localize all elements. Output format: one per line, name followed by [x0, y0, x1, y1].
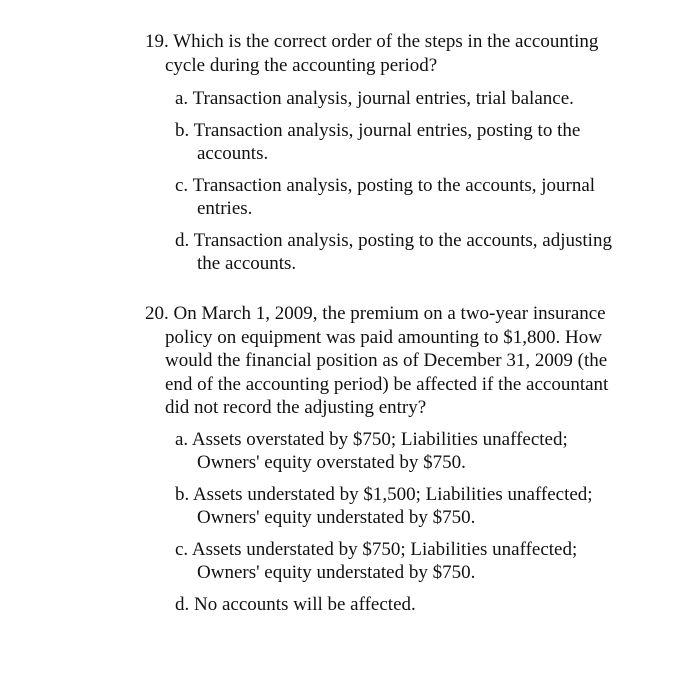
- option-b: b. Transaction analysis, journal entries, posting to the accounts.: [175, 119, 581, 164]
- option-d: d. No accounts will be affected.: [175, 593, 416, 615]
- option-b: b. Assets understated by $1,500; Liabilities unaffected; Owners' equity understated by $750.: [175, 483, 593, 528]
- question-20: [145, 302, 625, 616]
- question-19: [145, 30, 625, 276]
- option-c: c. Assets understated by $750; Liabilities unaffected; Owners' equity understated by $750.: [175, 538, 578, 583]
- option-a: a. Assets overstated by $750; Liabilities unaffected; Owners' equity overstated by $750.: [175, 428, 568, 473]
- answer-options: [145, 87, 625, 276]
- question-stem: 20. On March 1, 2009, the premium on a two-year insurance policy on equipment was paid amounting to $1,800. How would the financial position as of December 31, 2009 (the end of the accounting period) be affected if the accountant did not record the adjusting entry?: [145, 303, 609, 418]
- option-c: c. Transaction analysis, posting to the accounts, journal entries.: [175, 174, 596, 219]
- question-stem: 19. Which is the correct order of the steps in the accounting cycle during the accounting period?: [145, 31, 599, 76]
- option-d: d. Transaction analysis, posting to the accounts, adjusting the accounts.: [175, 229, 612, 274]
- answer-options: [145, 428, 625, 617]
- option-a: a. Transaction analysis, journal entries, trial balance.: [175, 88, 574, 109]
